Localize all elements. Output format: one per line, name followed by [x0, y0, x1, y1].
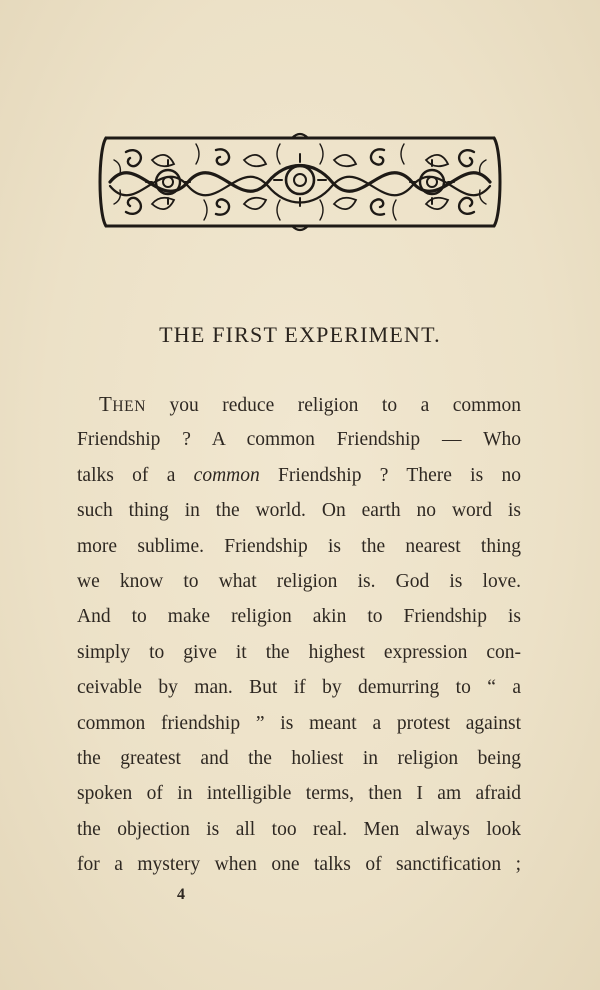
chapter-title: THE FIRST EXPERIMENT. — [159, 322, 441, 347]
small-caps-word: HEN — [112, 398, 146, 415]
body-line: the objection is all too real. Men always look — [77, 818, 521, 840]
body-paragraph — [77, 387, 521, 882]
body-line: more sublime. Friendship is the nearest thing — [77, 535, 521, 557]
drop-initial: T — [99, 392, 113, 416]
body-line: for a mystery when one talks of sanctification ; — [77, 854, 521, 876]
body-line: such thing in the world. On earth no word is — [77, 500, 521, 522]
body-line — [77, 387, 521, 422]
body-line — [77, 458, 521, 493]
body-line-text: talks of a — [77, 464, 194, 486]
body-line: spoken of in intelligible terms, then I am afraid — [77, 783, 521, 805]
body-line-text: you reduce religion to a common — [145, 395, 521, 416]
emphasis-word: common — [193, 464, 260, 486]
body-line: we know to what religion is. God is love. — [77, 570, 521, 592]
body-line: And to make religion akin to Friendship is — [77, 606, 521, 628]
body-line: simply to give it the highest expression con- — [77, 641, 521, 663]
page-number: 4 — [177, 886, 185, 903]
body-line: the greatest and the holiest in religion being — [77, 747, 521, 769]
body-line: common friendship ” is meant a protest against — [77, 712, 521, 734]
body-line: Friendship ? A common Friendship — Who — [77, 429, 521, 451]
body-line-text: Friendship ? There is no — [259, 464, 521, 486]
floral-headpiece-ornament — [96, 130, 504, 234]
body-line: ceivable by man. But if by demurring to “ a — [77, 677, 521, 699]
